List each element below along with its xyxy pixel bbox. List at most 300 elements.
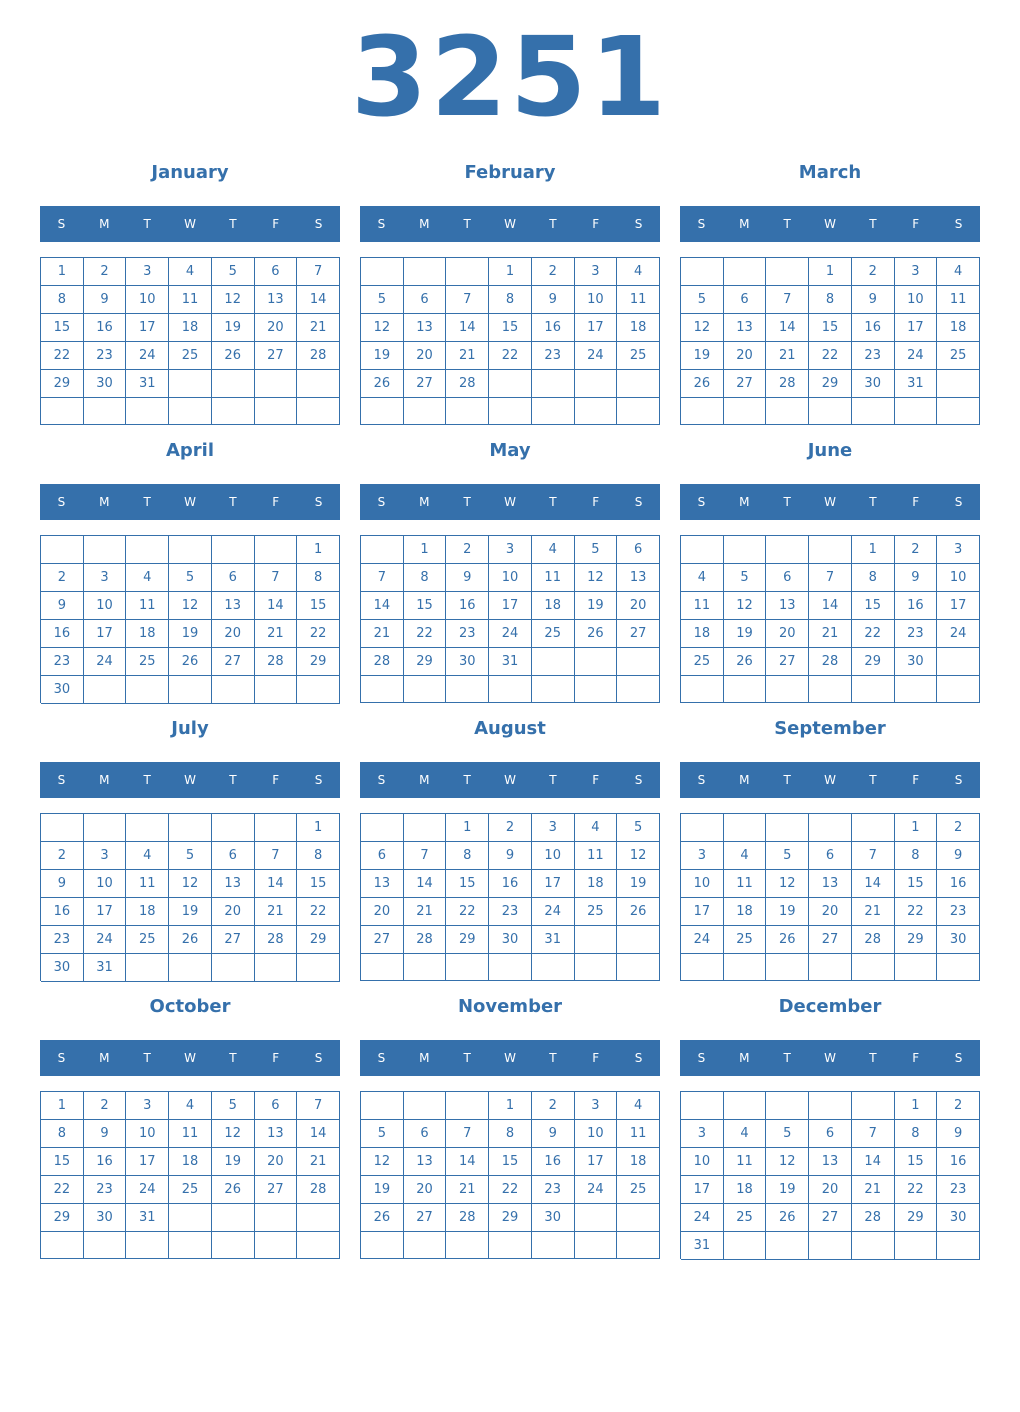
day-cell: 26	[361, 1204, 404, 1232]
weekday-label: M	[419, 217, 430, 231]
weekday-label: S	[634, 495, 643, 509]
day-cell: 3	[895, 258, 938, 286]
weekday-label: F	[592, 217, 600, 231]
day-cell: 10	[489, 564, 532, 592]
weekday-label: T	[549, 217, 557, 231]
day-cell	[255, 370, 298, 398]
day-cell: 11	[169, 1120, 212, 1148]
day-cell: 6	[809, 842, 852, 870]
day-cell: 27	[809, 1204, 852, 1232]
weekday-label: M	[419, 1051, 430, 1065]
month-name: January	[151, 162, 229, 183]
day-cell: 20	[255, 314, 298, 342]
day-cell: 30	[84, 1204, 127, 1232]
day-cell: 13	[724, 314, 767, 342]
weekday-header	[360, 762, 660, 798]
day-cell	[809, 536, 852, 564]
day-cell	[404, 814, 447, 842]
day-cell: 24	[681, 1204, 724, 1232]
day-cell: 1	[809, 258, 852, 286]
day-cell: 21	[809, 620, 852, 648]
day-cell: 1	[41, 258, 84, 286]
day-cell: 11	[724, 1148, 767, 1176]
day-cell	[404, 1092, 447, 1120]
weekday-label: S	[954, 773, 963, 787]
day-cell	[126, 676, 169, 704]
day-cell	[404, 954, 447, 981]
day-cell	[724, 258, 767, 286]
day-cell: 27	[361, 926, 404, 954]
day-cell: 19	[169, 620, 212, 648]
day-cell	[255, 1232, 298, 1259]
weekday-header	[360, 206, 660, 242]
day-cell: 18	[724, 1176, 767, 1204]
day-cell: 12	[169, 870, 212, 898]
day-cell: 28	[446, 1204, 489, 1232]
day-cell: 7	[809, 564, 852, 592]
day-cell: 25	[681, 648, 724, 676]
weekday-label: S	[314, 1051, 323, 1065]
day-cell: 1	[852, 536, 895, 564]
day-cell: 18	[617, 314, 660, 342]
day-cell: 21	[852, 1176, 895, 1204]
month-name: April	[165, 440, 215, 461]
day-cell: 13	[617, 564, 660, 592]
day-cell: 8	[809, 286, 852, 314]
day-cell: 13	[404, 314, 447, 342]
day-cell: 30	[489, 926, 532, 954]
day-cell: 21	[446, 1176, 489, 1204]
weekday-label: S	[634, 773, 643, 787]
day-cell	[617, 926, 660, 954]
day-cell: 10	[895, 286, 938, 314]
day-cell: 13	[809, 870, 852, 898]
day-cell: 2	[84, 258, 127, 286]
day-cell	[681, 258, 724, 286]
day-cell: 21	[852, 898, 895, 926]
day-cell: 11	[126, 870, 169, 898]
day-cell	[212, 1204, 255, 1232]
day-cell: 18	[937, 314, 980, 342]
day-cell: 9	[84, 286, 127, 314]
weekday-label: T	[783, 1051, 791, 1065]
day-cell	[575, 926, 618, 954]
day-cell: 16	[41, 898, 84, 926]
weekday-label: F	[912, 217, 920, 231]
weekday-label: F	[272, 217, 280, 231]
day-cell: 1	[297, 814, 340, 842]
weekday-label: M	[739, 773, 750, 787]
day-cell: 11	[617, 286, 660, 314]
weekday-label: W	[504, 1051, 516, 1065]
day-cell: 7	[404, 842, 447, 870]
day-cell: 12	[724, 592, 767, 620]
day-cell	[617, 648, 660, 676]
day-cell	[212, 814, 255, 842]
day-grid	[360, 257, 660, 425]
day-cell: 19	[212, 314, 255, 342]
day-cell: 28	[809, 648, 852, 676]
day-cell	[937, 648, 980, 676]
month-name: November	[457, 996, 563, 1017]
day-cell: 29	[809, 370, 852, 398]
day-cell: 13	[212, 870, 255, 898]
day-cell: 14	[361, 592, 404, 620]
day-cell	[41, 814, 84, 842]
day-cell: 3	[126, 258, 169, 286]
day-cell: 14	[255, 870, 298, 898]
day-cell: 2	[446, 536, 489, 564]
day-cell	[575, 1232, 618, 1259]
weekday-header	[40, 1040, 340, 1076]
day-cell	[895, 954, 938, 981]
day-cell	[446, 398, 489, 425]
day-cell	[895, 398, 938, 425]
day-cell: 27	[212, 648, 255, 676]
weekday-label: F	[912, 773, 920, 787]
day-cell: 15	[809, 314, 852, 342]
weekday-label: W	[504, 217, 516, 231]
day-cell: 1	[404, 536, 447, 564]
day-cell: 20	[404, 1176, 447, 1204]
day-cell: 22	[297, 620, 340, 648]
day-cell: 25	[169, 1176, 212, 1204]
day-cell	[404, 258, 447, 286]
month-name: May	[489, 440, 531, 461]
day-cell: 10	[681, 870, 724, 898]
day-cell: 16	[937, 870, 980, 898]
day-cell: 6	[212, 564, 255, 592]
day-cell: 27	[404, 1204, 447, 1232]
day-cell: 2	[532, 258, 575, 286]
day-cell: 20	[809, 1176, 852, 1204]
day-cell: 23	[84, 342, 127, 370]
weekday-label: S	[697, 495, 706, 509]
day-cell: 18	[169, 1148, 212, 1176]
day-cell	[575, 370, 618, 398]
day-grid	[680, 813, 980, 981]
day-cell: 25	[126, 648, 169, 676]
day-cell: 21	[446, 342, 489, 370]
day-cell	[766, 1092, 809, 1120]
day-cell: 5	[724, 564, 767, 592]
day-cell	[575, 648, 618, 676]
day-cell: 17	[489, 592, 532, 620]
day-cell: 24	[532, 898, 575, 926]
day-cell: 5	[575, 536, 618, 564]
day-cell: 5	[169, 564, 212, 592]
day-cell: 15	[297, 870, 340, 898]
weekday-label: W	[824, 217, 836, 231]
day-cell: 5	[212, 1092, 255, 1120]
day-cell: 9	[41, 870, 84, 898]
day-cell: 25	[617, 1176, 660, 1204]
day-cell: 4	[126, 564, 169, 592]
day-cell: 15	[489, 314, 532, 342]
weekday-label: M	[419, 773, 430, 787]
day-cell	[297, 398, 340, 425]
weekday-label: S	[377, 1051, 386, 1065]
day-cell: 20	[212, 620, 255, 648]
day-cell	[212, 1232, 255, 1259]
weekday-label: W	[824, 773, 836, 787]
day-cell: 21	[255, 898, 298, 926]
weekday-header	[680, 762, 980, 798]
day-cell: 17	[126, 314, 169, 342]
day-cell: 28	[297, 342, 340, 370]
day-cell: 24	[84, 648, 127, 676]
day-cell: 17	[575, 314, 618, 342]
day-cell	[361, 536, 404, 564]
day-cell	[532, 1232, 575, 1259]
day-cell: 20	[255, 1148, 298, 1176]
day-cell: 27	[724, 370, 767, 398]
weekday-header	[680, 206, 980, 242]
day-cell: 18	[681, 620, 724, 648]
day-cell	[84, 398, 127, 425]
day-cell: 5	[361, 286, 404, 314]
weekday-label: W	[504, 495, 516, 509]
day-cell	[255, 814, 298, 842]
day-cell	[297, 370, 340, 398]
weekday-label: T	[229, 217, 237, 231]
day-cell: 11	[126, 592, 169, 620]
day-cell: 29	[404, 648, 447, 676]
day-cell: 19	[361, 342, 404, 370]
day-cell	[809, 954, 852, 981]
day-cell: 26	[169, 648, 212, 676]
day-cell: 2	[937, 814, 980, 842]
day-cell: 9	[446, 564, 489, 592]
day-cell: 25	[532, 620, 575, 648]
day-cell: 22	[489, 342, 532, 370]
day-cell	[212, 370, 255, 398]
day-cell	[404, 1232, 447, 1259]
day-cell	[297, 1232, 340, 1259]
weekday-label: M	[739, 495, 750, 509]
day-cell: 26	[361, 370, 404, 398]
day-cell: 29	[297, 926, 340, 954]
day-cell	[446, 954, 489, 981]
weekday-label: S	[314, 217, 323, 231]
day-cell: 15	[41, 1148, 84, 1176]
day-cell: 11	[617, 1120, 660, 1148]
day-cell: 15	[404, 592, 447, 620]
day-cell: 8	[852, 564, 895, 592]
day-cell	[446, 258, 489, 286]
day-cell: 17	[575, 1148, 618, 1176]
day-cell	[489, 370, 532, 398]
day-cell	[617, 1232, 660, 1259]
weekday-label: F	[272, 495, 280, 509]
day-cell: 23	[937, 1176, 980, 1204]
day-cell: 31	[489, 648, 532, 676]
day-cell: 6	[809, 1120, 852, 1148]
weekday-label: T	[229, 1051, 237, 1065]
day-cell: 26	[766, 926, 809, 954]
day-cell	[852, 814, 895, 842]
day-cell: 7	[446, 286, 489, 314]
day-cell: 30	[532, 1204, 575, 1232]
day-cell	[766, 676, 809, 703]
day-cell	[532, 954, 575, 981]
day-cell: 21	[297, 1148, 340, 1176]
day-cell: 1	[446, 814, 489, 842]
day-cell: 28	[766, 370, 809, 398]
weekday-label: T	[463, 773, 471, 787]
day-cell: 10	[126, 286, 169, 314]
weekday-label: W	[504, 773, 516, 787]
day-cell	[724, 1232, 767, 1260]
day-cell: 8	[895, 842, 938, 870]
weekday-label: T	[869, 217, 877, 231]
weekday-label: W	[184, 1051, 196, 1065]
month-name: December	[778, 996, 882, 1017]
day-cell: 1	[895, 814, 938, 842]
day-cell: 4	[169, 258, 212, 286]
day-cell: 24	[575, 1176, 618, 1204]
day-cell: 20	[766, 620, 809, 648]
day-cell: 8	[895, 1120, 938, 1148]
day-cell: 31	[681, 1232, 724, 1260]
day-cell: 26	[169, 926, 212, 954]
day-cell	[681, 676, 724, 703]
weekday-label: S	[57, 1051, 66, 1065]
day-cell: 1	[41, 1092, 84, 1120]
day-cell: 26	[575, 620, 618, 648]
day-cell: 6	[404, 286, 447, 314]
day-cell: 12	[766, 870, 809, 898]
day-cell: 22	[41, 342, 84, 370]
day-cell	[617, 370, 660, 398]
day-cell: 12	[766, 1148, 809, 1176]
day-cell	[937, 676, 980, 703]
day-cell: 8	[297, 564, 340, 592]
day-cell: 5	[766, 1120, 809, 1148]
day-cell	[84, 814, 127, 842]
day-cell	[852, 398, 895, 425]
day-cell	[169, 1232, 212, 1259]
day-cell: 4	[169, 1092, 212, 1120]
day-cell: 3	[126, 1092, 169, 1120]
weekday-label: M	[99, 217, 110, 231]
day-cell: 20	[212, 898, 255, 926]
day-cell: 21	[404, 898, 447, 926]
weekday-header	[360, 1040, 660, 1076]
day-cell: 19	[169, 898, 212, 926]
day-cell: 21	[766, 342, 809, 370]
day-cell	[361, 954, 404, 981]
day-cell: 23	[84, 1176, 127, 1204]
day-cell: 13	[255, 1120, 298, 1148]
day-grid	[680, 1091, 980, 1259]
day-cell: 14	[852, 870, 895, 898]
day-cell: 29	[895, 926, 938, 954]
day-grid	[680, 535, 980, 703]
day-cell	[852, 954, 895, 981]
day-cell	[361, 1092, 404, 1120]
day-cell: 5	[617, 814, 660, 842]
day-cell	[126, 1232, 169, 1259]
day-cell	[297, 954, 340, 982]
day-cell: 23	[937, 898, 980, 926]
day-cell: 11	[169, 286, 212, 314]
day-cell: 4	[617, 1092, 660, 1120]
weekday-label: W	[824, 495, 836, 509]
day-cell	[724, 954, 767, 981]
day-cell: 29	[852, 648, 895, 676]
day-cell: 16	[489, 870, 532, 898]
day-cell: 22	[404, 620, 447, 648]
day-cell	[766, 258, 809, 286]
day-cell: 7	[361, 564, 404, 592]
day-cell: 28	[852, 1204, 895, 1232]
day-cell: 7	[852, 1120, 895, 1148]
day-cell: 22	[895, 898, 938, 926]
day-cell: 24	[895, 342, 938, 370]
day-cell: 29	[41, 1204, 84, 1232]
day-cell: 27	[809, 926, 852, 954]
day-cell: 7	[852, 842, 895, 870]
day-cell	[84, 536, 127, 564]
day-cell	[297, 1204, 340, 1232]
day-cell: 23	[895, 620, 938, 648]
weekday-label: T	[463, 495, 471, 509]
day-cell: 10	[126, 1120, 169, 1148]
day-cell: 4	[126, 842, 169, 870]
weekday-header	[40, 484, 340, 520]
day-cell: 14	[255, 592, 298, 620]
weekday-label: S	[57, 773, 66, 787]
day-cell: 27	[766, 648, 809, 676]
day-grid	[680, 257, 980, 425]
day-cell: 18	[575, 870, 618, 898]
day-cell: 16	[446, 592, 489, 620]
day-cell	[724, 536, 767, 564]
day-cell: 12	[361, 314, 404, 342]
day-cell	[126, 536, 169, 564]
day-cell: 16	[41, 620, 84, 648]
day-cell	[489, 676, 532, 703]
day-cell	[126, 814, 169, 842]
day-cell	[937, 954, 980, 981]
weekday-label: T	[783, 495, 791, 509]
day-cell: 9	[937, 842, 980, 870]
day-cell: 5	[766, 842, 809, 870]
weekday-label: S	[954, 1051, 963, 1065]
day-cell: 1	[297, 536, 340, 564]
day-cell: 18	[532, 592, 575, 620]
day-cell	[937, 1232, 980, 1260]
day-cell: 10	[575, 1120, 618, 1148]
day-cell: 2	[895, 536, 938, 564]
day-cell: 14	[446, 314, 489, 342]
day-cell: 27	[212, 926, 255, 954]
day-cell: 9	[852, 286, 895, 314]
day-cell	[169, 536, 212, 564]
day-cell: 14	[297, 1120, 340, 1148]
weekday-label: S	[377, 773, 386, 787]
day-cell: 24	[84, 926, 127, 954]
day-cell: 12	[575, 564, 618, 592]
day-cell: 16	[84, 1148, 127, 1176]
day-cell: 6	[212, 842, 255, 870]
day-cell	[404, 676, 447, 703]
day-cell	[724, 398, 767, 425]
day-cell: 28	[361, 648, 404, 676]
day-grid	[40, 257, 340, 425]
weekday-label: S	[954, 217, 963, 231]
